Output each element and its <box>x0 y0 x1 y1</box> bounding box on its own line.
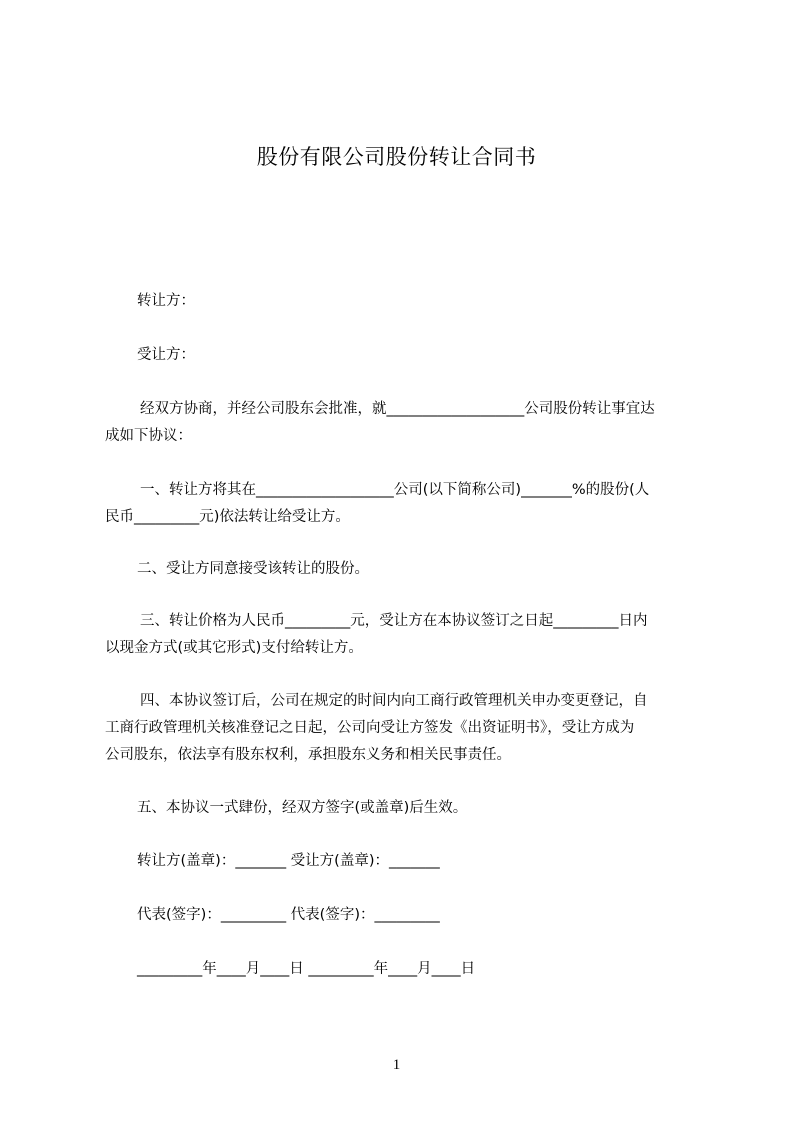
clause-4-line-1: 四、本协议签订后，公司在规定的时间内向工商行政管理机关申办变更登记，自 <box>140 693 648 709</box>
page-number: 1 <box>392 1057 401 1073</box>
clause-3-line-1: 三、转让价格为人民币_________元，受让方在本协议签订之日起_________日内 <box>140 613 648 629</box>
transferor-label: 转让方： <box>137 293 195 309</box>
representative-signature-line: 代表(签字)：_________ 代表(签字)：_________ <box>137 907 440 923</box>
intro-line-2: 成如下协议： <box>105 428 192 444</box>
intro-line-1: 经双方协商，并经公司股东会批准，就___________________公司股份转让事宜达 <box>140 401 655 417</box>
clause-4-line-2: 工商行政管理机关核准登记之日起，公司向受让方签发《出资证明书》，受让方成为 <box>105 720 635 736</box>
clause-1-line-2: 民币_________元)依法转让给受让方。 <box>105 509 350 525</box>
clause-5: 五、本协议一式肆份，经双方签字(或盖章)后生效。 <box>137 800 468 816</box>
clause-1-line-1: 一、转让方将其在___________________公司(以下简称公司)_______%的股份(人 <box>140 482 650 498</box>
seal-signature-line: 转让方(盖章)：_______ 受让方(盖章)：_______ <box>137 853 440 869</box>
date-line: _________年____月____日 _________年____月____日 <box>137 961 476 977</box>
transferee-label: 受让方： <box>137 347 195 363</box>
clause-2: 二、受让方同意接受该转让的股份。 <box>137 561 369 577</box>
document-title: 股份有限公司股份转让合同书 <box>256 145 537 169</box>
clause-3-line-2: 以现金方式(或其它形式)支付给转让方。 <box>105 640 363 656</box>
clause-4-line-3: 公司股东，依法享有股东权利，承担股东义务和相关民事责任。 <box>105 747 511 763</box>
